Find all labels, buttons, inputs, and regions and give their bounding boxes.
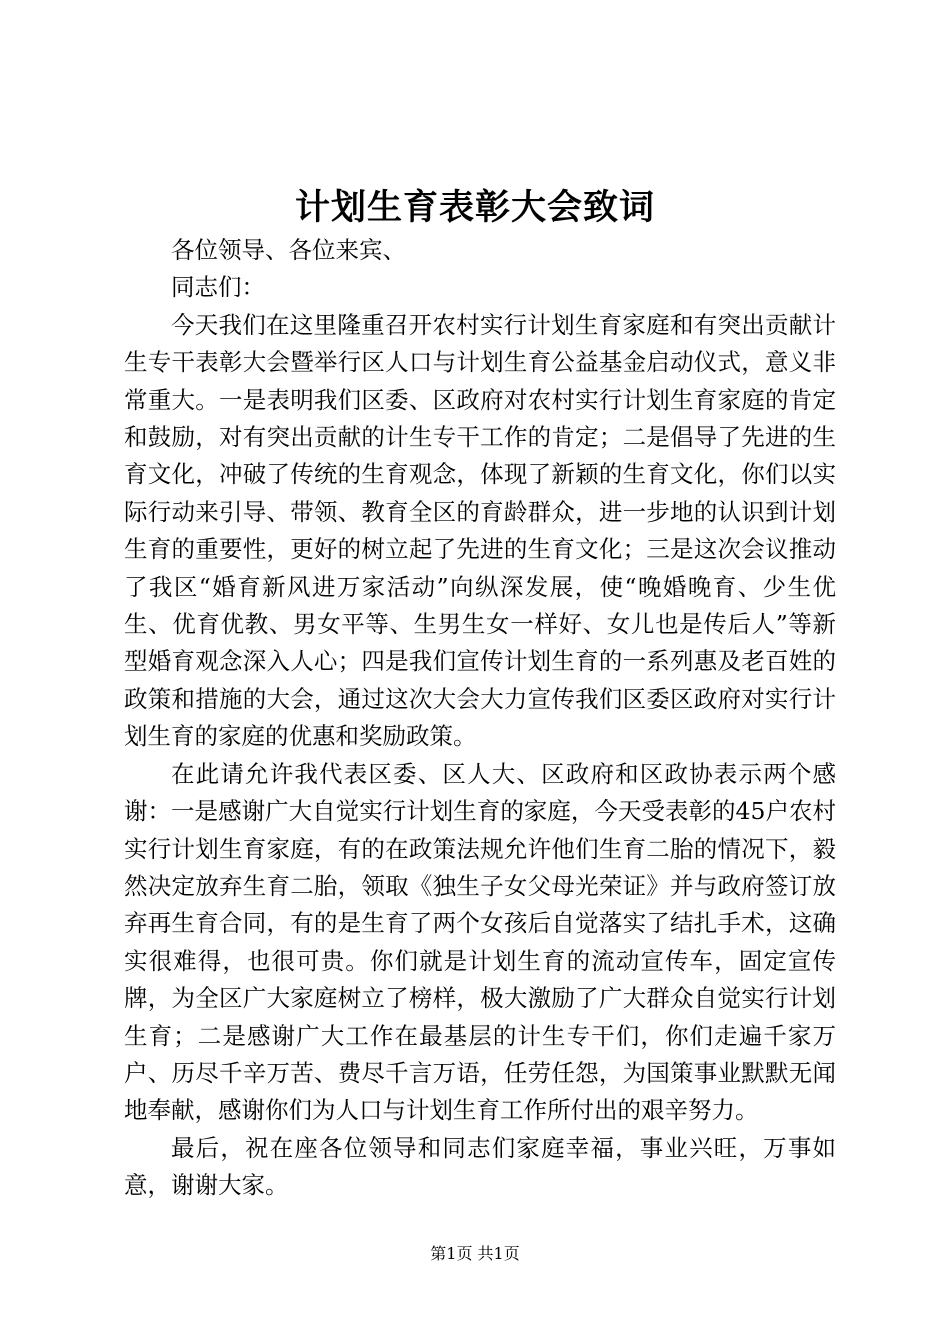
document-body bbox=[124, 232, 836, 1205]
greeting-line: 各位领导、各位来宾、 bbox=[171, 236, 406, 264]
body-paragraph: 今天我们在这里隆重召开农村实行计划生育家庭和有突出贡献计生专干表彰大会暨举行区人口与计划生育公益基金启动仪式，意义非常重大。一是表明我们区委、区政府对农村实行计划生育家庭的肯定和鼓励，对有突出贡献的计生专干工作的肯定；二是倡导了先进的生育文化，冲破了传统的生育观念，体现了新颖的生育文化，你们以实际行动来引导、带领、教育全区的育龄群众，进一步地的认识到计划生育的重要性，更好的树立起了先进的生育文化；三是这次会议推动了我区“婚育新风进万家活动”向纵深发展，使“晚婚晚育、少生优生、优育优教、男女平等、生男生女一样好、女儿也是传后人”等新型婚育观念深入人心；四是我们宣传计划生育的一系列惠及老百姓的政策和措施的大会，通过这次大会大力宣传我们区委区政府对实行计划生育的家庭的优惠和奖励政策。 bbox=[124, 310, 836, 751]
body-paragraph: 最后，祝在座各位领导和同志们家庭幸福，事业兴旺，万事如意，谢谢大家。 bbox=[124, 1133, 836, 1200]
page-title: 计划生育表彰大会致词 bbox=[294, 187, 655, 228]
page-footer: 第1页 共1页 bbox=[430, 1244, 520, 1263]
greeting-line: 同志们： bbox=[171, 273, 265, 302]
body-paragraph: 在此请允许我代表区委、区人大、区政府和区政协表示两个感谢：一是感谢广大自觉实行计划生育的家庭，今天受表彰的45户农村实行计划生育家庭，有的在政策法规允许他们生育二胎的情况下，毅然决定放弃生育二胎，领取《独生子女父母光荣证》并与政府签订放弃再生育合同，有的是生育了两个女孩后自觉落实了结扎手术，这确实很难得，也很可贵。你们就是计划生育的流动宣传车，固定宣传牌，为全区广大家庭树立了榜样，极大激励了广大群众自觉实行计划生育；二是感谢广大工作在最基层的计生专干们，你们走遍千家万户、历尽千辛万苦、费尽千言万语，任劳任怨，为国策事业默默无闻地奉献，感谢你们为人口与计划生育工作所付出的艰辛努力。 bbox=[124, 759, 836, 1125]
